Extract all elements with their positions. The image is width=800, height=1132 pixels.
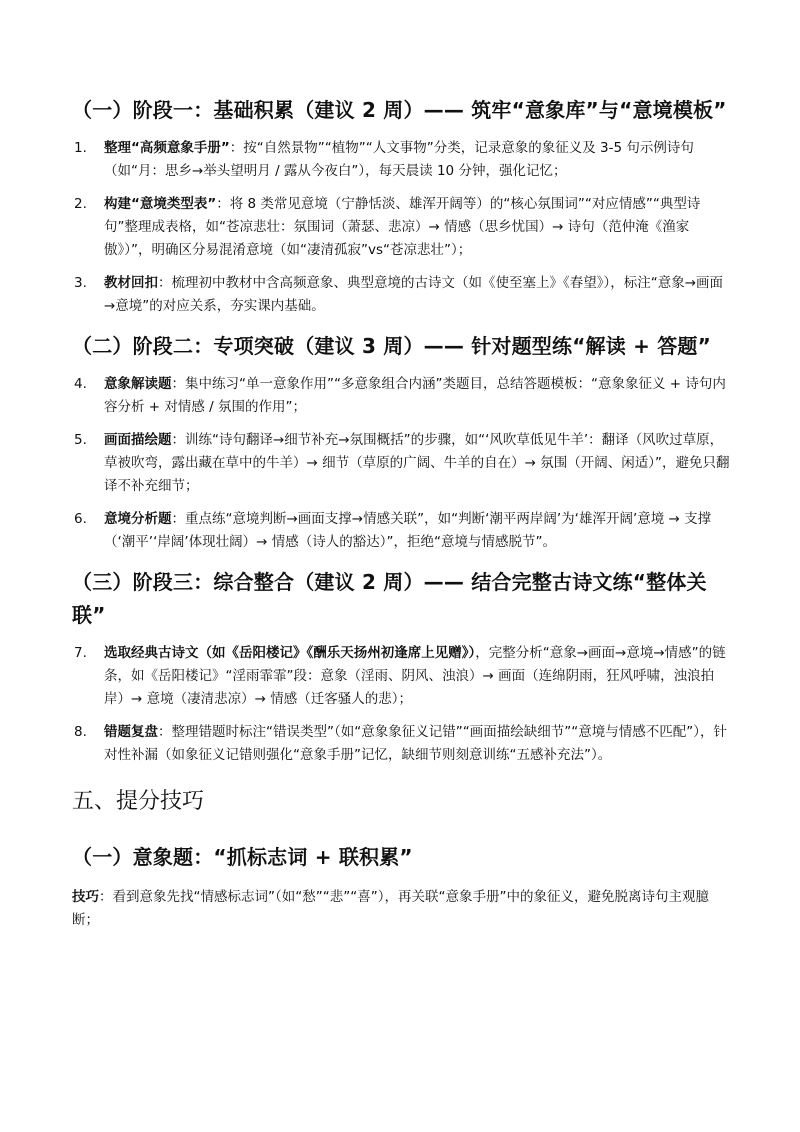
- item-number: 6.: [74, 511, 87, 527]
- item-text: ：整理错题时标注“错误类型”（如“意象象征义记错”“画面描绘缺细节”“意境与情感不匹配”），针对性补漏（如象征义记错则强化“意象手册”记忆，缺细节则刻意训练“五感补充法”）。: [104, 724, 727, 763]
- section-2-list: [72, 373, 732, 554]
- list-item: [72, 193, 732, 262]
- item-lead: 构建“意境类型表”: [104, 196, 217, 212]
- item-number: 4.: [74, 376, 87, 392]
- item-lead: 教材回扣: [104, 275, 158, 291]
- section-1-heading: （一）阶段一：基础积累（建议 2 周）—— 筑牢“意象库”与“意境模板”: [72, 98, 727, 122]
- item-text: ，完整分析“意象→画面→意境→情感”的链条，如《岳阳楼记》“淫雨霏霏”段：意象（淫雨、阴风、浊浪）→ 画面（连绵阴雨，狂风呼啸，浊浪拍岸）→ 意境（凄清悲凉）→ 情感（迁客骚人的悲）；: [104, 645, 726, 707]
- item-text: ：重点练“意境判断→画面支撑→情感关联”，如“判断‘潮平两岸阔’为‘雄浑开阔’意境 → 支撑（‘潮平’‘岸阔’体现壮阔）→ 情感（诗人的豁达）”，拒绝“意境与情感脱节”。: [104, 511, 712, 550]
- list-item: [72, 642, 732, 711]
- item-lead: 选取经典古诗文（如《岳阳楼记》《酬乐天扬州初逢席上见赠》）: [104, 645, 476, 661]
- tips-heading: （一）意象题：“抓标志词 + 联积累”: [72, 845, 413, 869]
- tips-text: ：看到意象先找“情感标志词”（如“愁”“悲”“喜”），再关联“意象手册”中的象征义，避免脱离诗句主观臆断；: [72, 889, 709, 928]
- list-item: [72, 373, 732, 419]
- tips-lead: 技巧: [72, 889, 99, 905]
- section-3-heading: （三）阶段三：综合整合（建议 2 周）—— 结合完整古诗文练“整体关联”: [72, 570, 707, 627]
- tips-paragraph: [72, 886, 732, 932]
- item-number: 2.: [74, 196, 87, 212]
- item-number: 8.: [74, 724, 87, 740]
- item-lead: 整理“高频意象手册”: [104, 140, 230, 156]
- item-number: 1.: [74, 140, 87, 156]
- item-number: 7.: [74, 645, 87, 661]
- item-text: ：梳理初中教材中含高频意象、典型意境的古诗文（如《使至塞上》《春望》），标注“意象→画面→意境”的对应关系，夯实课内基础。: [104, 275, 724, 314]
- item-text: ：集中练习“单一意象作用”“多意象组合内涵”类题目，总结答题模板：“意象象征义 + 诗句内容分析 + 对情感 / 氛围的作用”；: [104, 376, 726, 415]
- item-lead: 画面描绘题: [104, 432, 172, 448]
- item-text: ：将 8 类常见意境（宁静恬淡、雄浑开阔等）的“核心氛围词”“对应情感”“典型诗句”整理成表格，如“苍凉悲壮：氛围词（萧瑟、悲凉）→ 情感（思乡忧国）→ 诗句（范仲淹《渔家傲》）”，明确区分易混淆意境（如“凄清孤寂”vs“苍凉悲壮”）；: [104, 196, 701, 258]
- list-item: [72, 721, 732, 767]
- item-text: ：训练“诗句翻译→细节补充→氛围概括”的步骤，如“‘风吹草低见牛羊’：翻译（风吹过草原，草被吹弯，露出藏在草中的牛羊）→ 细节（草原的广阔、牛羊的自在）→ 氛围（开阔、闲适）”，避免只翻译不补充细节；: [104, 432, 730, 494]
- list-item: [72, 429, 732, 498]
- item-number: 5.: [74, 432, 87, 448]
- item-number: 3.: [74, 275, 87, 291]
- item-lead: 意象解读题: [104, 376, 172, 392]
- chapter-heading: 五、提分技巧: [72, 789, 205, 814]
- list-item: [72, 137, 732, 183]
- section-1-list: [72, 137, 732, 318]
- item-text: ：按“自然景物”“植物”“人文事物”分类，记录意象的象征义及 3-5 句示例诗句（如“月：思乡→举头望明月 / 露从今夜白”），每天晨读 10 分钟，强化记忆；: [104, 140, 694, 179]
- section-3-list: [72, 642, 732, 767]
- list-item: [72, 508, 732, 554]
- section-2-heading: （二）阶段二：专项突破（建议 3 周）—— 针对题型练“解读 + 答题”: [72, 334, 711, 358]
- item-lead: 意境分析题: [104, 511, 172, 527]
- list-item: [72, 272, 732, 318]
- item-lead: 错题复盘: [104, 724, 158, 740]
